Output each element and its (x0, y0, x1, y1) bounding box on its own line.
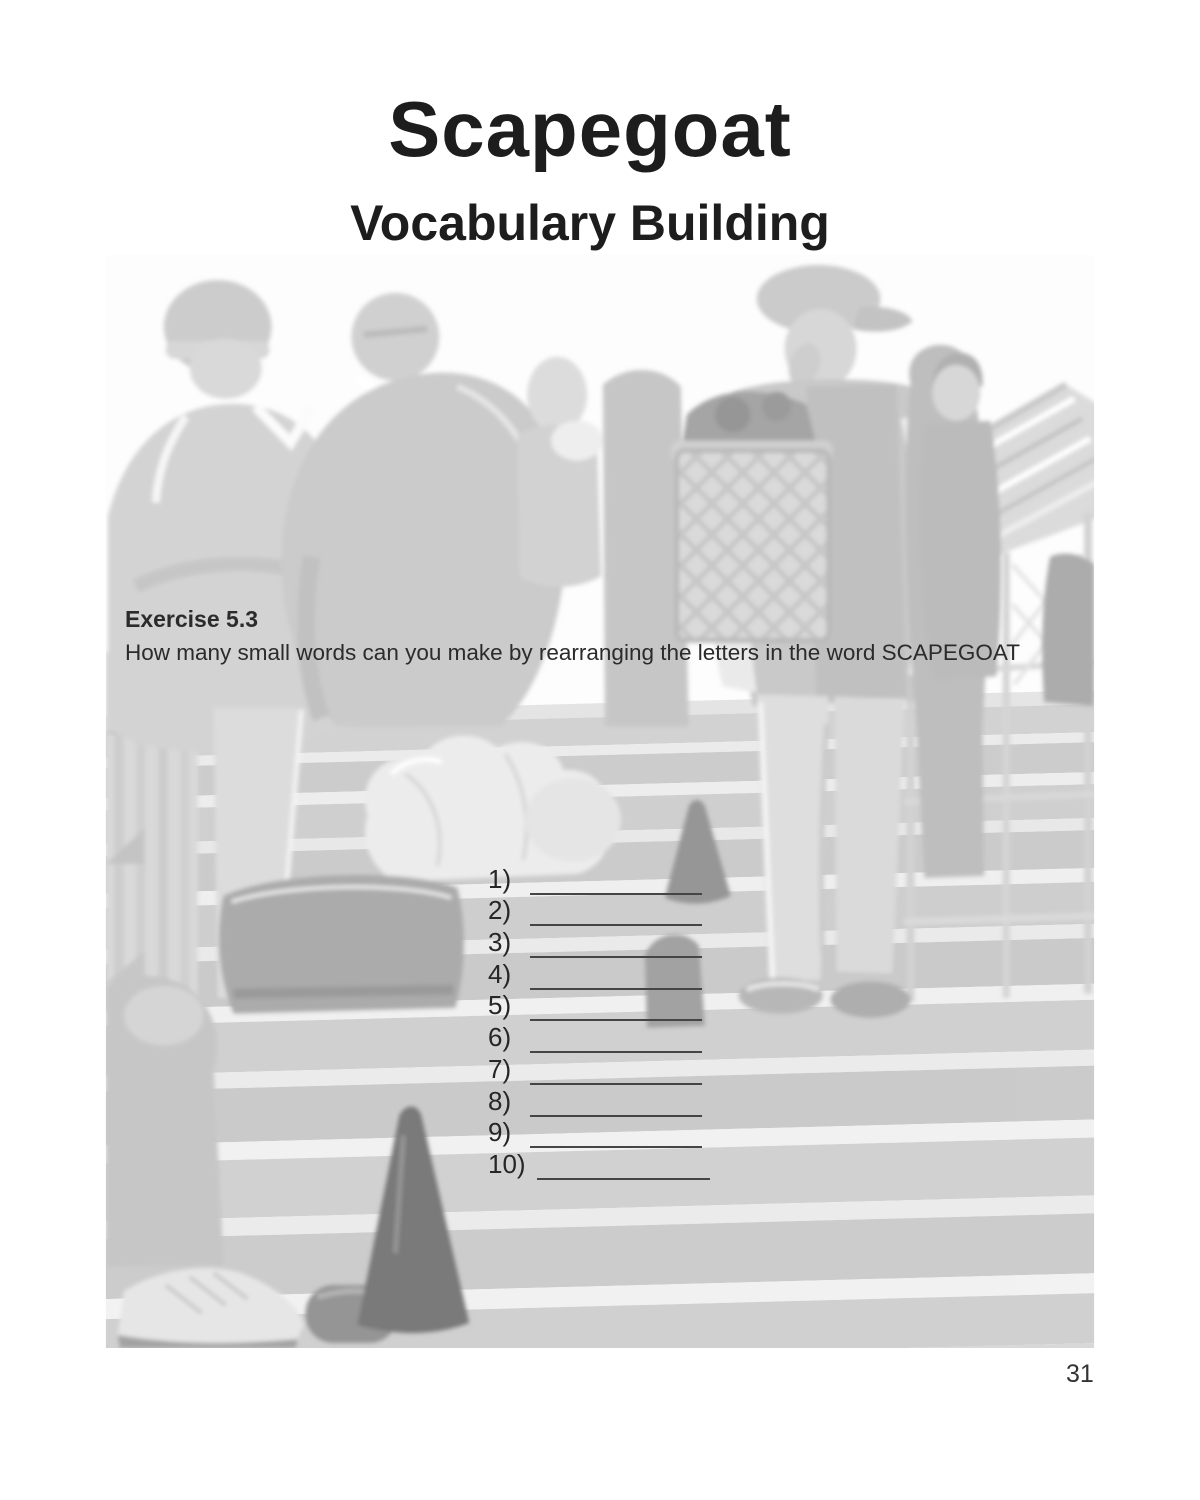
bleachers-crowd-photo (105, 255, 1095, 1348)
answer-row-4 (488, 956, 728, 988)
answer-number-9: 9) (488, 1117, 512, 1148)
answer-number-4: 4) (488, 958, 512, 989)
answer-row-6 (488, 1019, 728, 1051)
answer-number-3: 3) (488, 927, 512, 958)
answer-row-3 (488, 924, 728, 956)
exercise-label: Exercise 5.3 (125, 606, 259, 632)
answer-row-2 (488, 893, 728, 925)
answer-row-8 (488, 1083, 728, 1115)
photo-art (105, 255, 1095, 1348)
answer-number-10: 10) (488, 1148, 526, 1179)
woven-basket (671, 392, 833, 641)
page-number: 31 (1066, 1360, 1094, 1388)
answer-list (488, 861, 728, 1178)
page-subtitle: Vocabulary Building (350, 195, 830, 251)
answer-row-1 (488, 861, 728, 893)
exercise-block (125, 606, 1020, 666)
answer-number-5: 5) (488, 990, 512, 1021)
answer-row-5 (488, 988, 728, 1020)
answer-row-7 (488, 1051, 728, 1083)
answer-number-7: 7) (488, 1053, 512, 1084)
page-title: Scapegoat (388, 85, 792, 173)
answer-number-6: 6) (488, 1022, 512, 1053)
answer-row-10 (488, 1146, 728, 1178)
answer-number-2: 2) (488, 895, 512, 926)
answer-number-1: 1) (488, 863, 512, 894)
exercise-prompt: How many small words can you make by rearranging the letters in the word SCAPEGOAT (125, 640, 1020, 665)
answer-row-9 (488, 1115, 728, 1147)
answer-blank-10[interactable] (537, 1178, 710, 1180)
answer-number-8: 8) (488, 1085, 512, 1116)
